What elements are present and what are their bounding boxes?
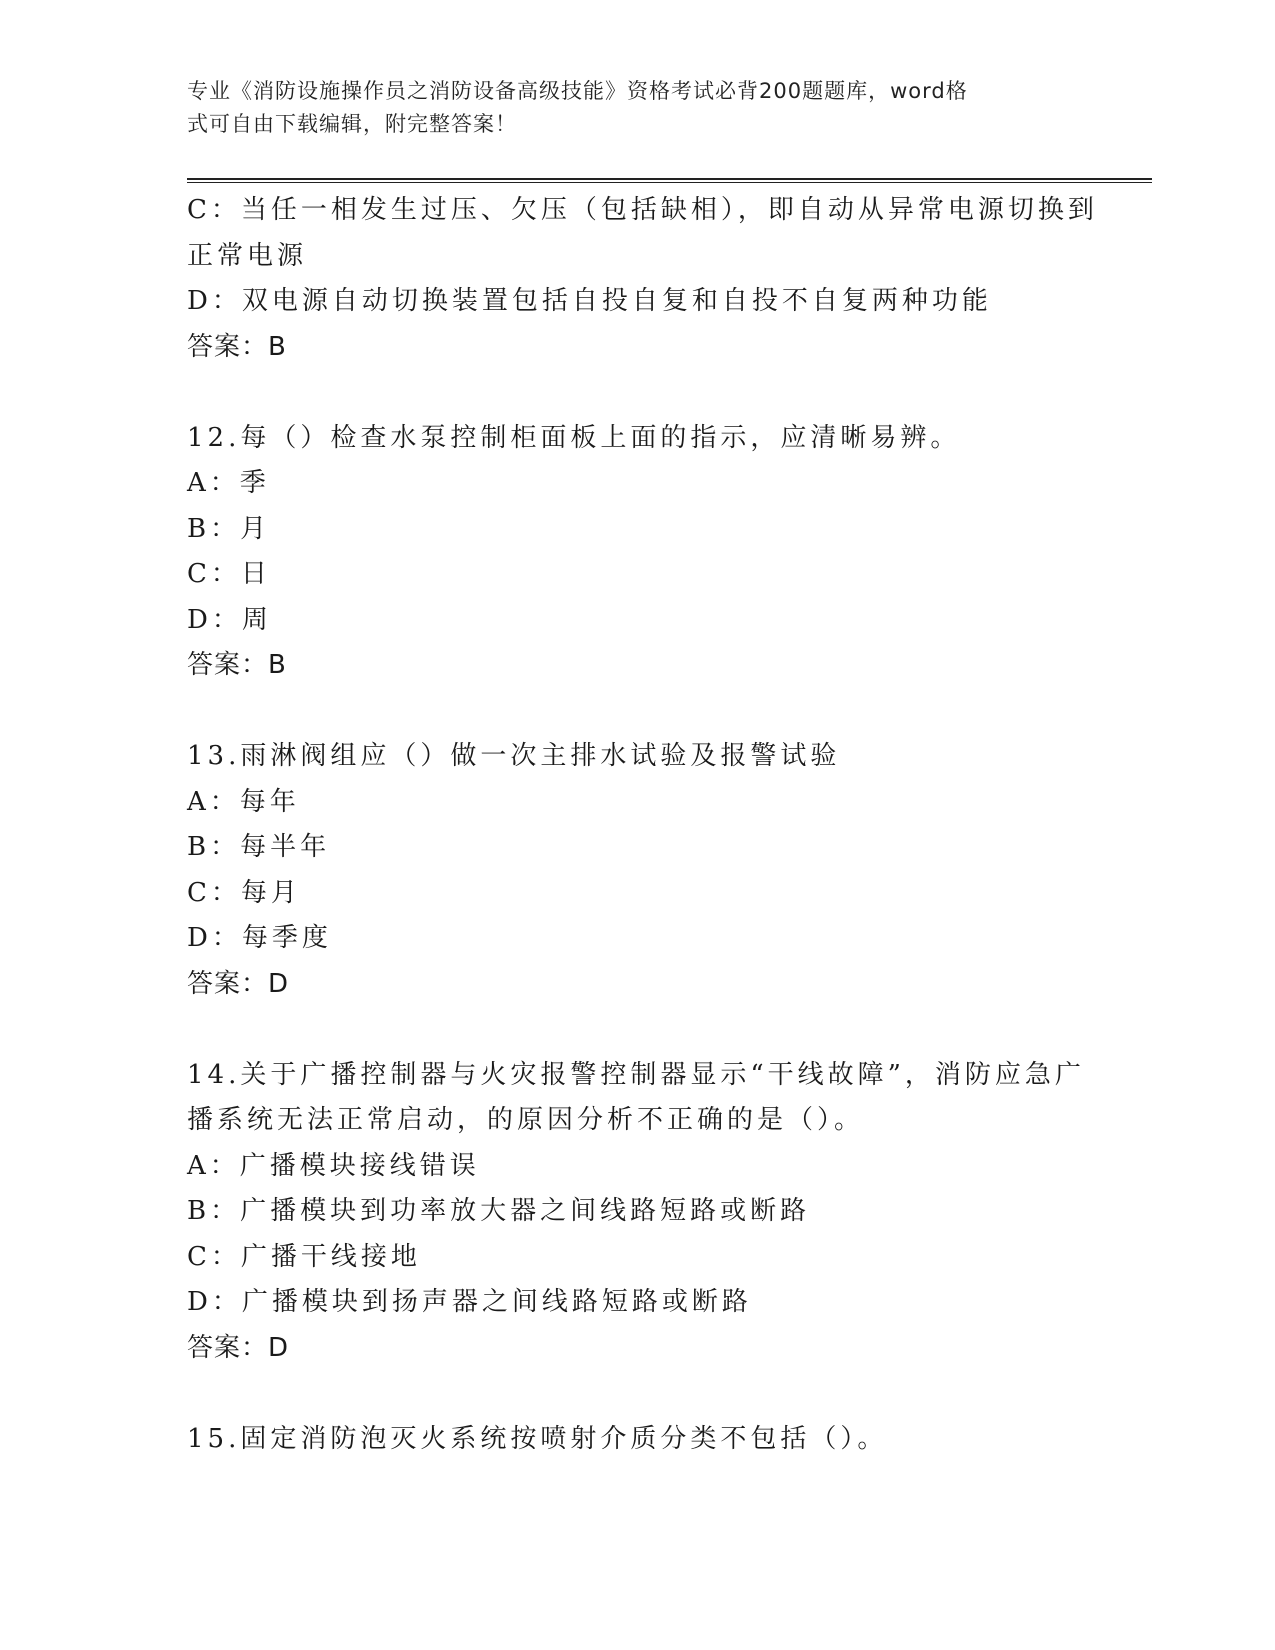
header-line-2: 式可自由下载编辑，附完整答案！ xyxy=(187,112,517,136)
question-13-option-b: B：每半年 xyxy=(187,832,331,862)
question-14-stem-line-2: 播系统无法正常启动，的原因分析不正确的是（）。 xyxy=(187,1105,865,1135)
question-15-stem: 15.固定消防泡灭火系统按喷射介质分类不包括（）。 xyxy=(187,1423,888,1454)
question-12-option-c: C：日 xyxy=(187,559,271,589)
option-d: D：双电源自动切换装置包括自投自复和自投不自复两种功能 xyxy=(187,286,992,316)
question-14-option-a: A：广播模块接线错误 xyxy=(187,1150,480,1181)
header-line-1: 专业《消防设施操作员之消防设备高级技能》资格考试必背200题题库，word格 xyxy=(187,79,968,103)
header-divider-thin xyxy=(187,182,1152,183)
question-14-stem-line-1: 14.关于广播控制器与火灾报警控制器显示“干线故障”，消防应急广 xyxy=(187,1059,1085,1090)
document-header xyxy=(187,75,1067,141)
question-12-stem: 12.每（）检查水泵控制柜面板上面的指示，应清晰易辨。 xyxy=(187,422,961,453)
option-c-line-2: 正常电源 xyxy=(187,240,308,271)
question-12-answer: 答案：B xyxy=(187,650,287,680)
question-13-option-c: C：每月 xyxy=(187,877,301,908)
answer-11: 答案：B xyxy=(187,331,287,362)
header-divider-thick xyxy=(187,178,1152,180)
question-14-option-b: B：广播模块到功率放大器之间线路短路或断路 xyxy=(187,1196,811,1226)
question-14-option-c: C：广播干线接地 xyxy=(187,1241,421,1272)
question-14-answer: 答案：D xyxy=(187,1332,290,1363)
question-12-option-a: A：季 xyxy=(187,468,270,498)
question-14-option-d: D：广播模块到扬声器之间线路短路或断路 xyxy=(187,1287,752,1317)
question-13-stem: 13.雨淋阀组应（）做一次主排水试验及报警试验 xyxy=(187,741,841,771)
document-body xyxy=(187,188,1098,1462)
question-13-option-a: A：每年 xyxy=(187,786,300,817)
question-13-option-d: D：每季度 xyxy=(187,923,332,953)
question-12-option-d: D：周 xyxy=(187,604,272,635)
question-13-answer: 答案：D xyxy=(187,968,290,999)
option-c-line-1: C：当任一相发生过压、欠压（包括缺相），即自动从异常电源切换到 xyxy=(187,195,1098,225)
question-12-option-b: B：月 xyxy=(187,513,271,544)
